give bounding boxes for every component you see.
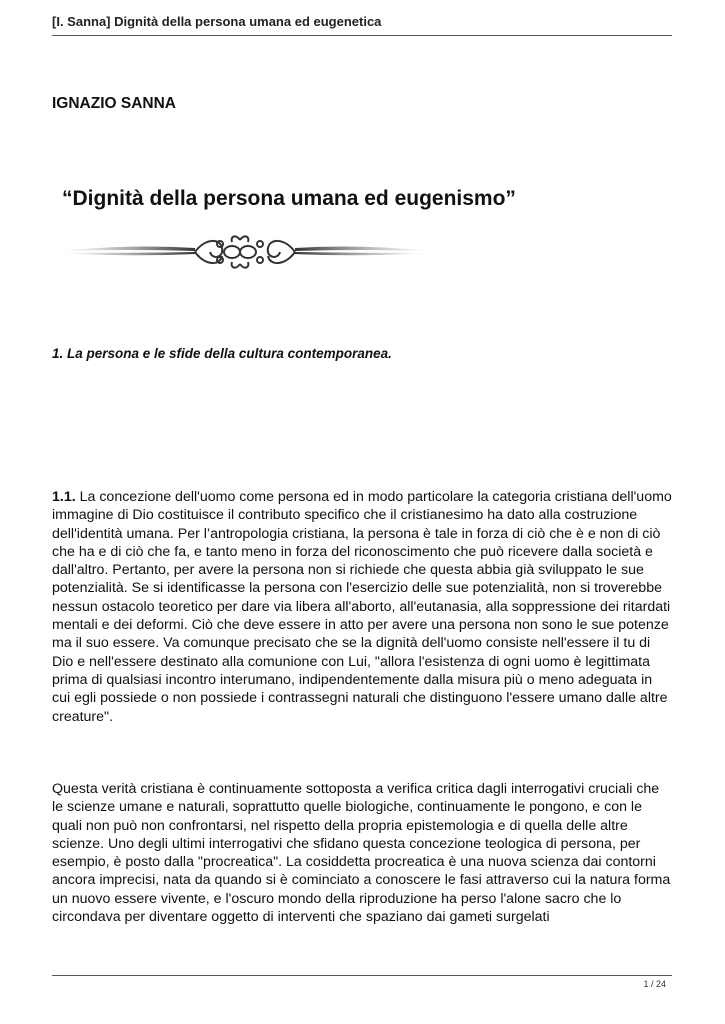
header-divider	[52, 35, 672, 36]
document-title: “Dignità della persona umana ed eugenismo”	[62, 187, 516, 210]
running-header: [I. Sanna] Dignità della persona umana ed eugenetica	[52, 14, 382, 29]
paragraph-2: Questa verità cristiana è continuamente sottoposta a verifica critica dagli interrogativi cruciali che le scienze umane e naturali, soprattutto quelle biologiche, continuamente le pongono, e con le quali non può non confrontarsi, nel rispetto della propria epistemologia e di quella delle altre scienze. Uno degli ultimi interrogativi che sfidano questa concezione teologica di persona, per esempio, è posto dalla "procreatica". La cosiddetta procreatica è una nuova scienza dai contorni ancora imprecisi, nata da quando si è cominciato a conoscere le fasi attraverso cui la natura forma un nuovo essere vivente, e l'oscuro mondo della riproduzione ha perso l'alone sacro che lo circondava per diventare oggetto di interventi che spaziano dai gameti surgelati	[52, 781, 671, 926]
paragraph-number: 1.1.	[52, 489, 76, 505]
footer-divider	[52, 975, 672, 976]
paragraph-1-text: La concezione dell'uomo come persona ed in modo particolare la categoria cristiana dell'uomo immagine di Dio costituisce il contributo specifico che il cristianesimo ha dato alla costruzione dell'identità umana. Per l’antropologia cristiana, la persona è tale in forza di ciò che è e non di ciò che ha e di ciò che fa, e tanto meno in forza del riconoscimento che può ricevere dalla società e dall'altro. Pertanto, per avere la persona non si richiede che questa abbia già sviluppato le sue potenzialità. Se si identificasse la persona con l'esercizio delle sue potenzialità, non si troverebbe nessun ostacolo teoretico per dare via libera all'aborto, all'eutanasia, alla soppressione dei ritardati mentali e dei deformi. Ciò che deve essere in atto per avere una persona non sono le sue potenze ma il suo essere. Va comunque precisato che se la dignità dell'uomo consiste nell'essere il tu di Dio e nell'essere destinato alla comunione con Lui, "allora l'esistenza di ogni uomo è legittimata prima di qualsiasi incontro interumano, indipendentemente dalla misura più o meno adeguata in cui egli possiede o non possiede i contrassegni naturali che distinguono l'essere umano dalle altre creature".	[52, 489, 672, 725]
section-heading: 1. La persona e le sfide della cultura contemporanea.	[52, 346, 392, 361]
paragraph-1	[52, 488, 674, 726]
flourish-divider-icon	[60, 228, 430, 278]
author-name: IGNAZIO SANNA	[52, 95, 176, 112]
page-number: 1 / 24	[643, 979, 666, 989]
